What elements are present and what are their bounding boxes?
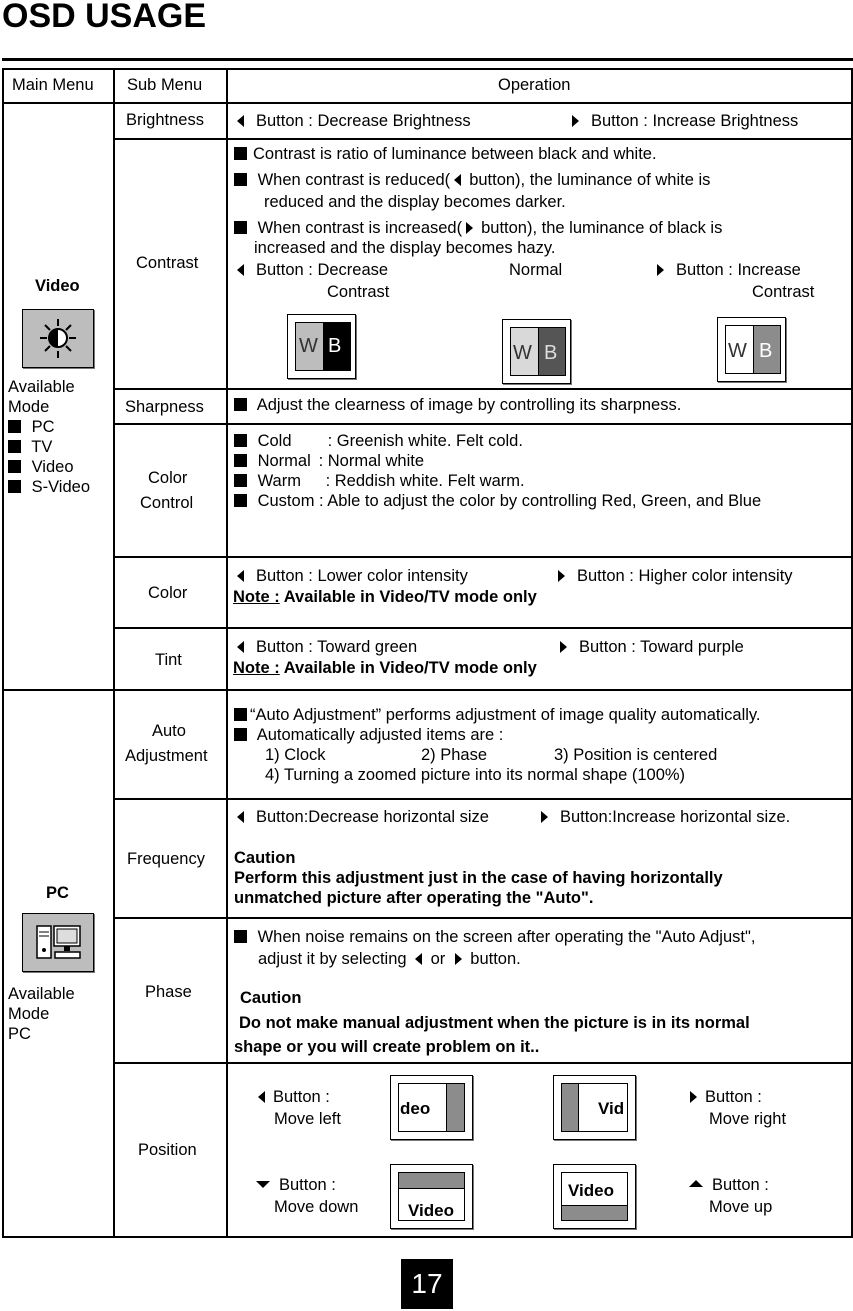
- left-arrow-icon: [237, 264, 244, 276]
- position-up-l2: Move up: [709, 1198, 773, 1216]
- contrast-high-image: [717, 317, 786, 382]
- header-operation: Operation: [498, 76, 571, 94]
- position-down-l2: Move down: [274, 1198, 359, 1216]
- row-rule: [114, 917, 851, 919]
- bullet-icon: [234, 708, 247, 721]
- header-sub-menu: Sub Menu: [127, 76, 203, 94]
- phase-caution-title: Caution: [240, 989, 302, 1007]
- phase-line1: When noise remains on the screen after operating the "Auto Adjust",: [234, 927, 755, 947]
- position-left: Button :: [258, 1087, 330, 1107]
- frequency-caution-l1: Perform this adjustment just in the case of having horizontally: [234, 869, 723, 887]
- sub-menu-color: Color: [148, 584, 188, 602]
- video-section-title: Video: [35, 277, 80, 295]
- position-left-l2: Move left: [274, 1110, 341, 1128]
- down-arrow-icon: [256, 1181, 270, 1188]
- position-left-image: [390, 1075, 473, 1140]
- position-down: Button :: [256, 1175, 336, 1195]
- position-up-image: [553, 1164, 636, 1229]
- right-arrow-icon: [560, 641, 567, 653]
- row-rule: [114, 423, 851, 425]
- position-right-image-text: Vid: [598, 1099, 625, 1118]
- left-arrow-icon: [454, 174, 461, 186]
- frequency-caution-l2: unmatched picture after operating the "Auto".: [234, 889, 594, 907]
- right-arrow-icon: [466, 222, 473, 234]
- contrast-decrease-l2: Contrast: [327, 283, 390, 301]
- contrast-line1: Contrast is ratio of luminance between black and white.: [234, 144, 657, 164]
- bullet-icon: [234, 398, 247, 411]
- right-arrow-icon: [558, 570, 565, 582]
- row-rule: [114, 1062, 851, 1064]
- sub-menu-sharpness: Sharpness: [125, 398, 204, 416]
- position-left-image-text: deo: [400, 1099, 431, 1118]
- bullet-icon: [234, 147, 247, 160]
- video-mode-item: TV: [8, 437, 52, 457]
- sub-menu-auto-l2: Adjustment: [125, 747, 208, 765]
- position-down-image-text: Video: [408, 1201, 454, 1220]
- sub-menu-phase: Phase: [145, 983, 192, 1001]
- sharpness-text: Adjust the clearness of image by controlling its sharpness.: [234, 395, 681, 415]
- color-control-item: Custom : Able to adjust the color by controlling Red, Green, and Blue: [234, 491, 761, 511]
- color-control-item: Normal : Normal white: [234, 451, 424, 471]
- bullet-icon: [234, 728, 247, 741]
- row-rule: [114, 556, 851, 558]
- left-arrow-icon: [237, 115, 244, 127]
- phase-line2: adjust it by selecting or button.: [258, 950, 521, 968]
- page-number: 17: [401, 1259, 453, 1309]
- auto-line2: Automatically adjusted items are :: [234, 725, 503, 745]
- header-main-menu: Main Menu: [12, 76, 94, 94]
- brightness-increase: Button : Increase Brightness: [572, 111, 798, 131]
- video-mode-item: PC: [8, 417, 55, 437]
- left-arrow-icon: [237, 811, 244, 823]
- auto-item-zoom: 4) Turning a zoomed picture into its normal shape (100%): [265, 766, 686, 784]
- up-arrow-icon: [689, 1180, 703, 1187]
- position-down-image: [390, 1164, 473, 1229]
- section-rule: [2, 689, 851, 691]
- bullet-icon: [234, 434, 247, 447]
- sub-menu-frequency: Frequency: [127, 850, 205, 868]
- left-arrow-icon: [237, 641, 244, 653]
- tint-decrease: Button : Toward green: [237, 637, 417, 657]
- sub-menu-color-control-l1: Color: [148, 469, 188, 487]
- sun-icon: [23, 310, 93, 367]
- white-label: W: [299, 335, 318, 357]
- black-label: B: [544, 342, 558, 364]
- page-title: OSD USAGE: [2, 0, 207, 35]
- bullet-icon: [234, 494, 247, 507]
- bullet-icon: [8, 480, 21, 493]
- auto-line1: “Auto Adjustment” performs adjustment of image quality automatically.: [234, 705, 761, 725]
- sub-menu-brightness: Brightness: [126, 111, 204, 129]
- brightness-icon: [22, 309, 94, 368]
- right-arrow-icon: [541, 811, 548, 823]
- white-label: W: [728, 340, 747, 362]
- left-arrow-icon: [415, 953, 422, 965]
- frequency-caution-title: Caution: [234, 849, 296, 867]
- contrast-line2b: reduced and the display becomes darker.: [264, 193, 566, 211]
- color-decrease: Button : Lower color intensity: [237, 566, 468, 586]
- white-label: W: [513, 342, 532, 364]
- contrast-normal: Normal: [509, 261, 563, 279]
- sub-menu-tint: Tint: [155, 651, 182, 669]
- auto-item-clock: 1) Clock: [265, 746, 326, 764]
- contrast-line3b: increased and the display becomes hazy.: [254, 239, 556, 257]
- pc-section-title: PC: [46, 884, 69, 902]
- col-divider-2: [226, 68, 228, 1236]
- frequency-increase: Button:Increase horizontal size.: [541, 807, 790, 827]
- tint-note: Note : Available in Video/TV mode only: [233, 659, 537, 677]
- col-divider-1: [113, 68, 115, 1236]
- position-right: Button :: [690, 1087, 762, 1107]
- sub-menu-auto-l1: Auto: [152, 722, 186, 740]
- row-rule: [114, 388, 851, 390]
- phase-caution-l2: shape or you will create problem on it..: [234, 1038, 540, 1056]
- position-right-l2: Move right: [709, 1110, 787, 1128]
- pc-mode-label: Mode: [8, 1005, 50, 1023]
- left-arrow-icon: [237, 570, 244, 582]
- sub-menu-position: Position: [138, 1141, 197, 1159]
- black-label: B: [759, 340, 773, 362]
- right-arrow-icon: [690, 1091, 697, 1103]
- video-mode-item: S-Video: [8, 477, 90, 497]
- position-up-image-text: Video: [568, 1181, 614, 1200]
- bullet-icon: [8, 420, 21, 433]
- contrast-increase-l2: Contrast: [752, 283, 815, 301]
- bullet-icon: [234, 474, 247, 487]
- bullet-icon: [234, 173, 247, 186]
- phase-caution-l1: Do not make manual adjustment when the picture is in its normal: [239, 1014, 750, 1032]
- bullet-icon: [234, 221, 247, 234]
- bullet-icon: [8, 440, 21, 453]
- title-rule: [2, 58, 853, 61]
- color-control-item: Warm : Reddish white. Felt warm.: [234, 471, 525, 491]
- color-increase: Button : Higher color intensity: [558, 566, 793, 586]
- left-arrow-icon: [258, 1091, 265, 1103]
- bullet-icon: [234, 454, 247, 467]
- position-right-image: [553, 1075, 636, 1140]
- header-rule: [2, 102, 851, 104]
- pc-mode-item: PC: [8, 1025, 31, 1043]
- bullet-icon: [234, 930, 247, 943]
- bullet-icon: [8, 460, 21, 473]
- row-rule: [114, 627, 851, 629]
- contrast-decrease: Button : Decrease: [237, 260, 388, 280]
- color-note: Note : Available in Video/TV mode only: [233, 588, 537, 606]
- black-label: B: [328, 335, 342, 357]
- tint-increase: Button : Toward purple: [560, 637, 744, 657]
- auto-item-position: 3) Position is centered: [554, 746, 718, 764]
- frequency-decrease: Button:Decrease horizontal size: [237, 807, 489, 827]
- contrast-line2: When contrast is reduced( button), the luminance of white is: [234, 170, 710, 190]
- contrast-increase: Button : Increase: [657, 260, 801, 280]
- row-rule: [114, 138, 851, 140]
- brightness-decrease: Button : Decrease Brightness: [237, 111, 471, 131]
- video-mode-item: Video: [8, 457, 74, 477]
- video-mode-label: Mode: [8, 398, 50, 416]
- contrast-line3: When contrast is increased( button), the luminance of black is: [234, 218, 722, 238]
- computer-icon: [23, 914, 93, 971]
- right-arrow-icon: [572, 115, 579, 127]
- sub-menu-contrast: Contrast: [136, 254, 199, 272]
- right-arrow-icon: [657, 264, 664, 276]
- pc-available-label: Available: [8, 985, 75, 1003]
- sub-menu-color-control-l2: Control: [140, 494, 194, 512]
- position-up: Button :: [689, 1175, 769, 1195]
- video-available-label: Available: [8, 378, 75, 396]
- auto-item-phase: 2) Phase: [421, 746, 488, 764]
- right-arrow-icon: [455, 953, 462, 965]
- color-control-item: Cold : Greenish white. Felt cold.: [234, 431, 523, 451]
- row-rule: [114, 798, 851, 800]
- contrast-low-image: [287, 314, 356, 379]
- contrast-normal-image: [502, 319, 571, 384]
- pc-icon: [22, 913, 94, 972]
